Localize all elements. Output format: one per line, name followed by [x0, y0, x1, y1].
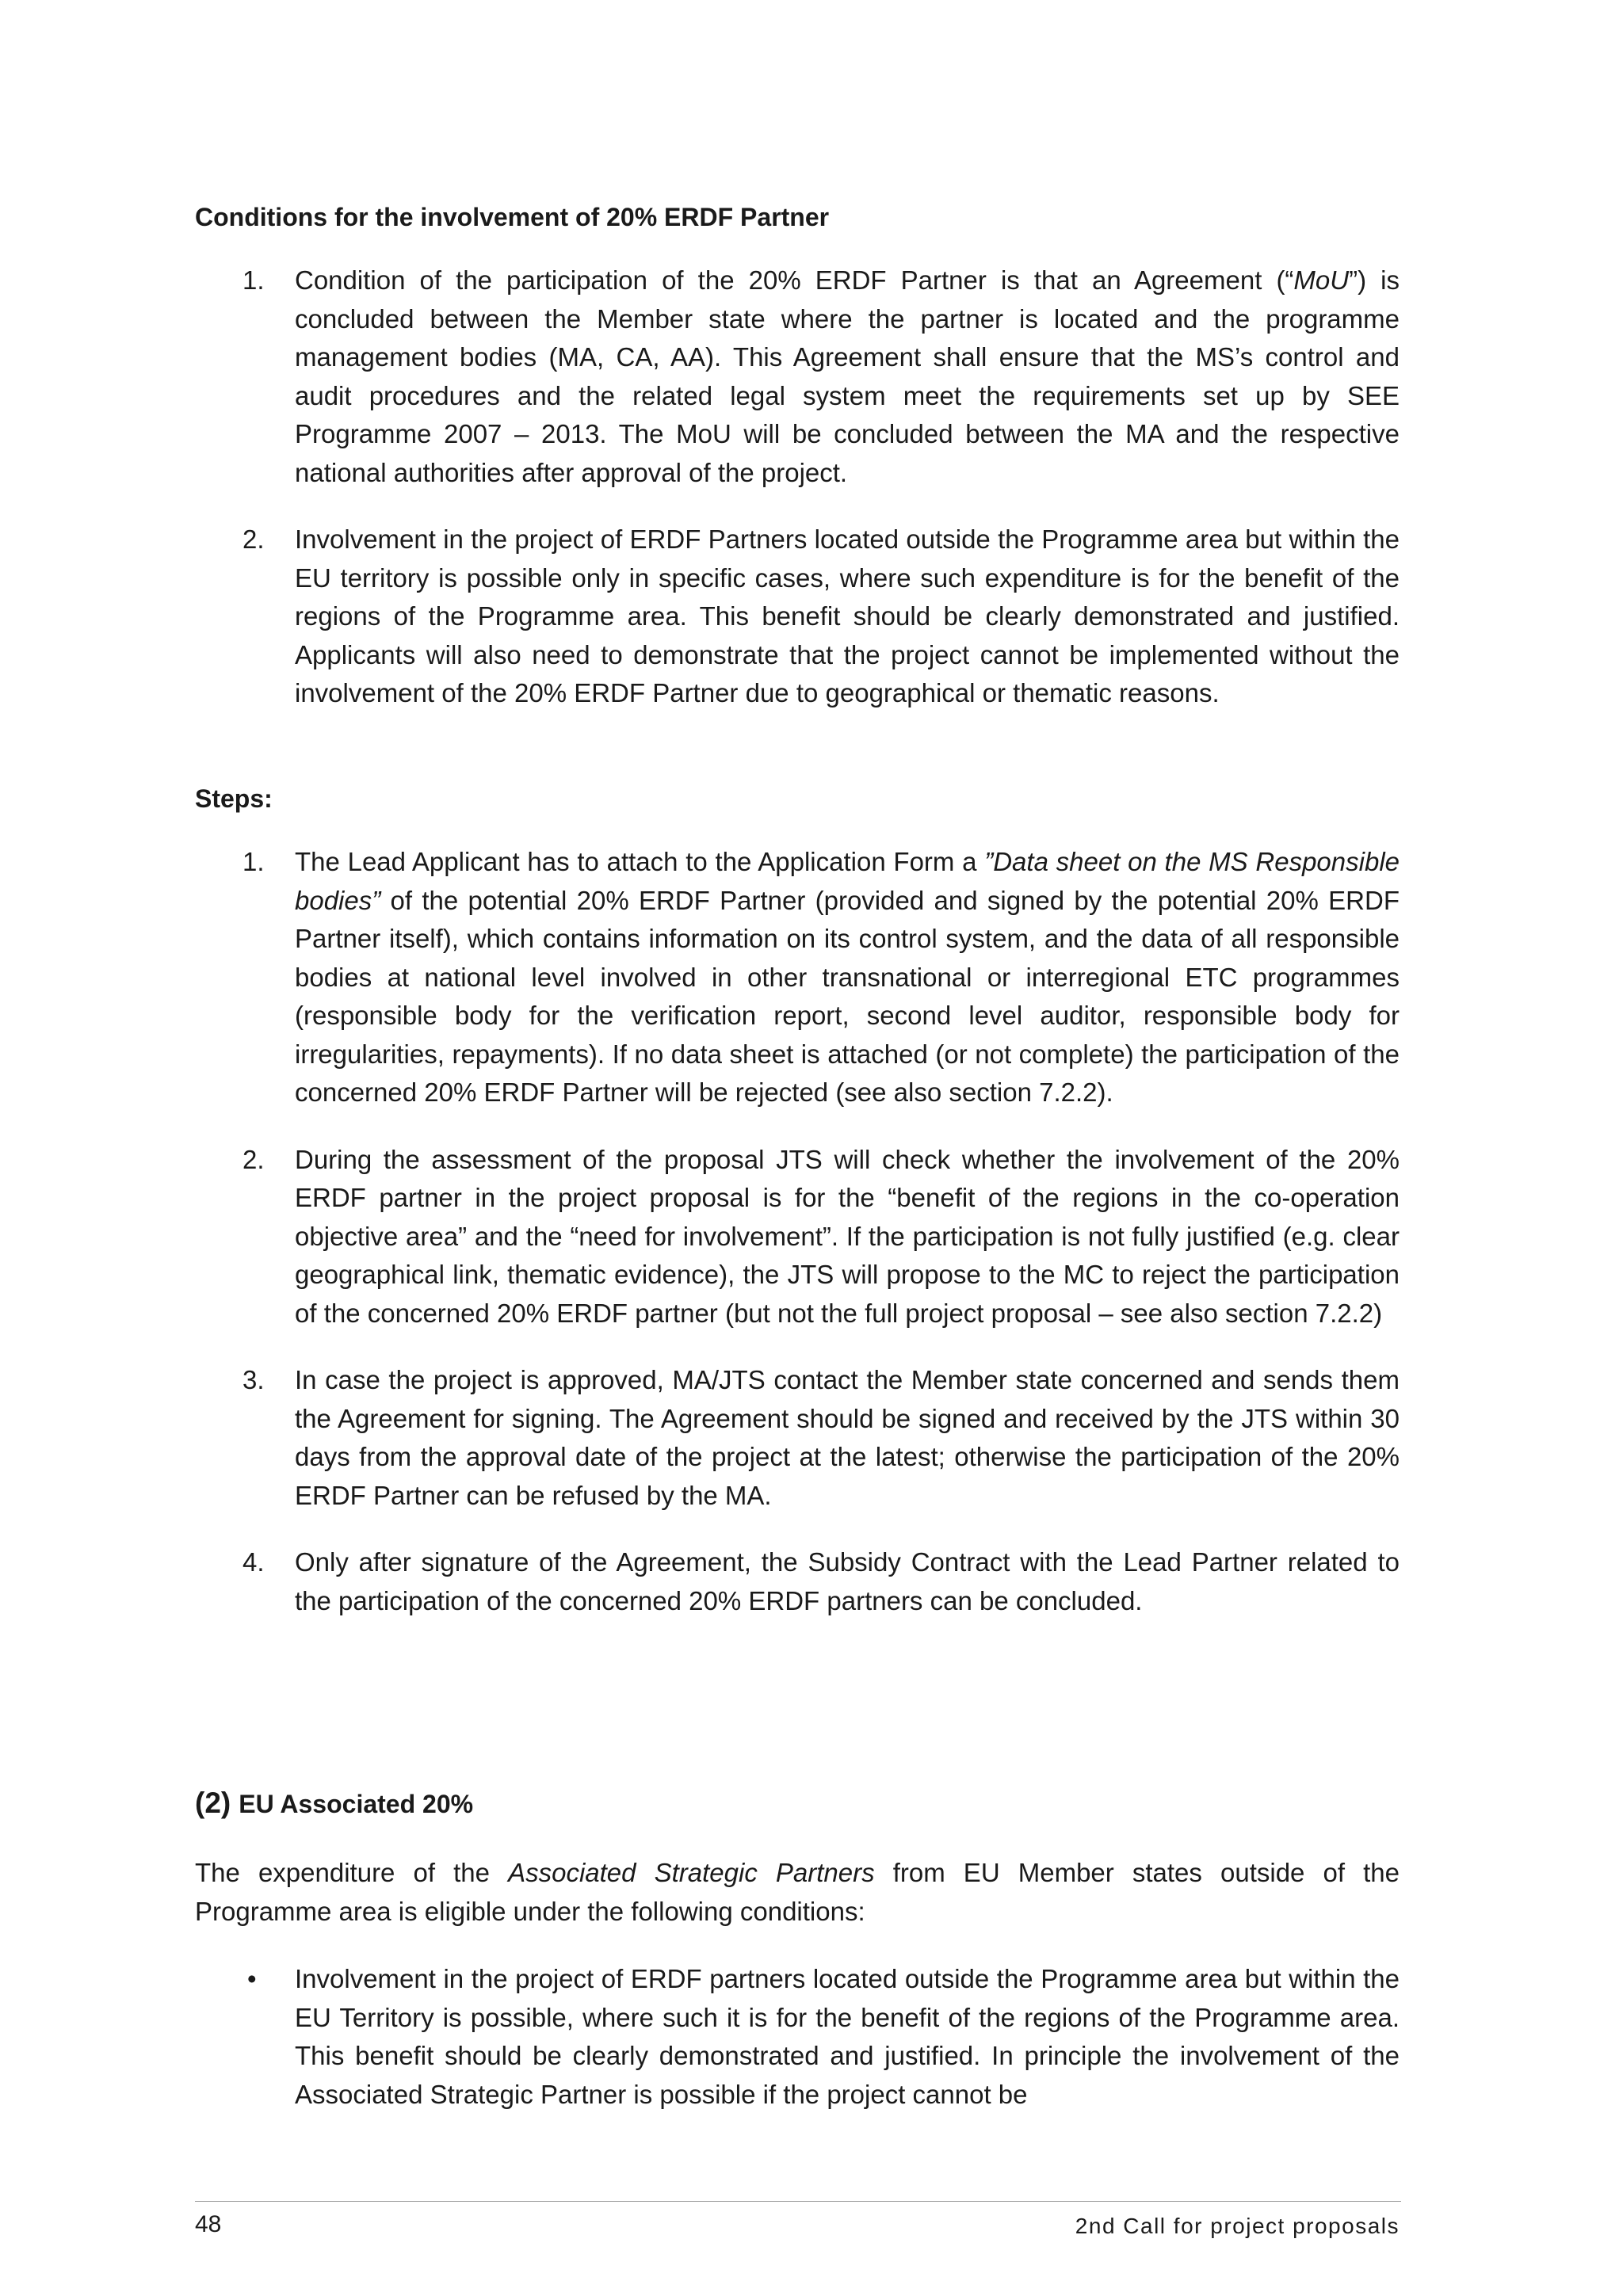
- conditions-list: [195, 261, 1400, 742]
- list-item: 1. The Lead Applicant has to attach to the Application Form a ”Data sheet on the MS Responsible bodies” of the potential 20% ERDF Partner (provided and signed by the potential 20% ERDF Partner itself), which contains information on its control system, and the data of all responsible bodies at national level involved in other transnational or interregional ETC programmes (responsible body for the verification report, second level auditor, responsible body for irregularities, repayments). If no data sheet is attached (or not complete) the participation of the concerned 20% ERDF Partner will be rejected (see also section 7.2.2).: [195, 843, 1400, 1112]
- list-item: 4. Only after signature of the Agreement, the Subsidy Contract with the Lead Partner related to the participation of the concerned 20% ERDF partners can be concluded.: [195, 1543, 1400, 1620]
- section-heading-conditions: Conditions for the involvement of 20% ERDF Partner: [195, 203, 830, 231]
- footer-title: 2nd Call for project proposals: [1075, 2214, 1400, 2238]
- steps-list: [195, 843, 1400, 1649]
- list-number: 1.: [242, 847, 265, 876]
- list-number: 3.: [242, 1365, 265, 1394]
- list-number: 4.: [242, 1547, 265, 1577]
- list-item: 2. During the assessment of the proposal JTS will check whether the involvement of the 20% ERDF partner in the project proposal is for the “benefit of the regions in the co-operation objective area” and the “need for involvement”. If the participation is not fully justified (e.g. clear geographical link, thematic evidence), the JTS will propose to the MC to reject the participation of the concerned 20% ERDF partner (but not the full project proposal – see also section 7.2.2): [195, 1141, 1400, 1333]
- list-item: 1. Condition of the participation of the 20% ERDF Partner is that an Agreement (“MoU”) is concluded between the Member state where the partner is located and the programme management bodies (MA, CA, AA). This Agreement shall ensure that the MS’s control and audit procedures and the related legal system meet the requirements set up by SEE Programme 2007 – 2013. The MoU will be concluded between the MA and the respective national authorities after approval of the project.: [195, 261, 1400, 492]
- list-number: 1.: [242, 265, 265, 295]
- page-number: 48: [195, 2211, 222, 2237]
- list-number: 2.: [242, 524, 265, 554]
- footer-divider: [195, 2201, 1401, 2202]
- steps-heading: Steps:: [195, 784, 273, 813]
- list-item: 3. In case the project is approved, MA/JTS contact the Member state concerned and sends them the Agreement for signing. The Agreement should be signed and received by the JTS within 30 days from the approval date of the project at the latest; otherwise the participation of the 20% ERDF Partner can be refused by the MA.: [195, 1361, 1400, 1515]
- section-intro-paragraph: The expenditure of the Associated Strategic Partners from EU Member states outside of the Programme area is eligible under the following conditions:: [195, 1858, 1400, 1926]
- list-number: 2.: [242, 1144, 265, 1174]
- section-number: (2): [195, 1787, 231, 1819]
- section-heading-eu-associated: (2) EU Associated 20%: [195, 1787, 474, 1819]
- conditions-bullet-list: [195, 1960, 1400, 2142]
- list-item: 2. Involvement in the project of ERDF Partners located outside the Programme area but within the EU territory is possible only in specific cases, where such expenditure is for the benefit of the regions of the Programme area. This benefit should be clearly demonstrated and justified. Applicants will also need to demonstrate that the project cannot be implemented without the involvement of the 20% ERDF Partner due to geographical or thematic reasons.: [195, 521, 1400, 713]
- bullet-icon: •: [247, 1964, 257, 1993]
- list-item: • Involvement in the project of ERDF partners located outside the Programme area but within the EU Territory is possible, where such it is for the benefit of the regions of the Programme area. This benefit should be clearly demonstrated and justified. In principle the involvement of the Associated Strategic Partner is possible if the project cannot be: [195, 1960, 1400, 2114]
